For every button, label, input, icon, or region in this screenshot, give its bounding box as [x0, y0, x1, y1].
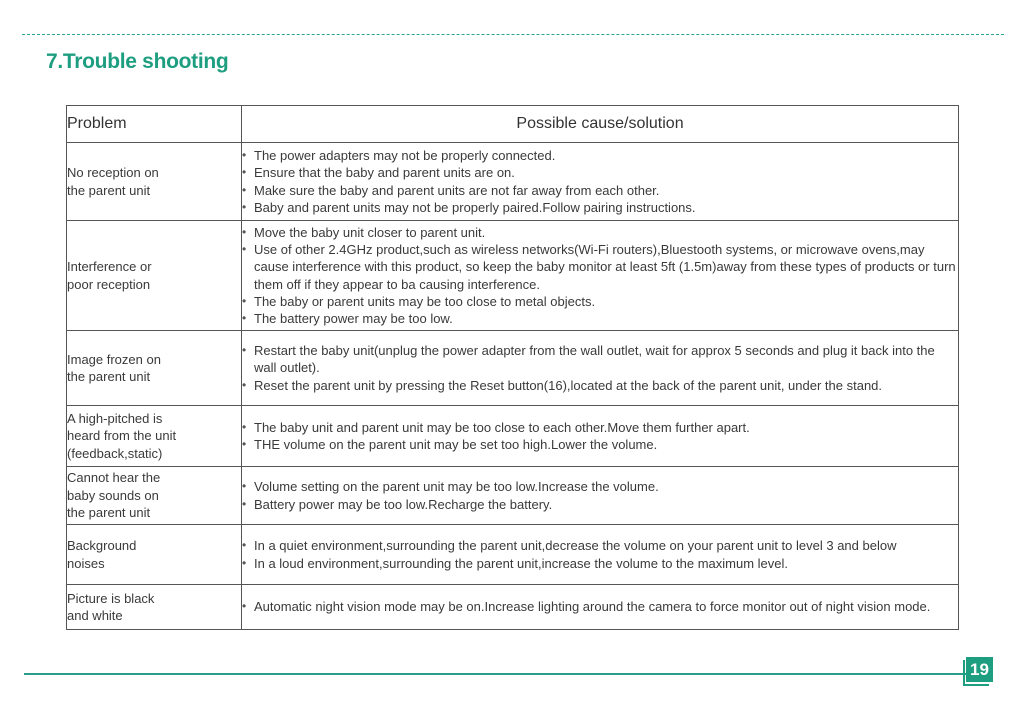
solution-cell — [242, 585, 959, 630]
solution-item: • Move the baby unit closer to parent unit. — [242, 224, 958, 241]
problem-line: Interference or — [67, 259, 152, 274]
solution-cell — [242, 331, 959, 406]
solution-cell — [242, 221, 959, 331]
table-header-row — [67, 106, 959, 143]
problem-line: Picture is black — [67, 590, 155, 606]
table-row — [67, 585, 959, 630]
problem-line: Image frozen on — [67, 351, 161, 367]
solution-item: • In a quiet environment,surrounding the parent unit,decrease the volume on your parent unit to level 3 and below — [242, 537, 958, 554]
problem-cell — [67, 221, 242, 331]
table-row — [67, 143, 959, 221]
problem-line: the parent unit — [67, 505, 151, 521]
problem-line: baby sounds on — [67, 487, 159, 503]
problem-line: Background — [67, 538, 137, 553]
problem-line: No reception on — [67, 165, 159, 180]
solution-item: • Baby and parent units may not be properly paired.Follow pairing instructions. — [242, 199, 958, 216]
solution-list — [242, 224, 958, 328]
solution-cell — [242, 525, 959, 585]
solution-item: • The baby or parent units may be too close to metal objects. — [242, 293, 958, 310]
problem-cell — [67, 143, 242, 221]
solution-item: • Use of other 2.4GHz product,such as wireless networks(Wi-Fi routers),Bluestooth systems, or microwave ovens,may cause interference with this product, so keep the baby monitor at least 5ft (1.5m)away from these types of products or turn them off if they appear to ba causing interference. — [242, 241, 958, 293]
solution-cell — [242, 406, 959, 467]
solution-item: • Battery power may be too low.Recharge the battery. — [242, 496, 958, 513]
problem-cell — [67, 585, 242, 630]
solution-cell — [242, 467, 959, 525]
problem-cell — [67, 525, 242, 585]
problem-line: poor reception — [67, 276, 151, 292]
page-number-badge — [966, 657, 994, 685]
table-row — [67, 467, 959, 525]
solution-item: • Ensure that the baby and parent units are on. — [242, 164, 958, 181]
solution-cell — [242, 143, 959, 221]
solution-list — [242, 598, 958, 615]
problem-cell — [67, 406, 242, 467]
top-dashed-divider — [22, 34, 1004, 35]
table-row — [67, 221, 959, 331]
problem-cell — [67, 467, 242, 525]
solution-item: • Reset the parent unit by pressing the Reset button(16),located at the back of the parent unit, under the stand. — [242, 377, 958, 394]
footer-divider — [24, 673, 966, 675]
solution-list — [242, 478, 958, 513]
solution-list — [242, 147, 958, 216]
problem-line: the parent unit — [67, 369, 151, 384]
problem-line: and white — [67, 608, 123, 623]
problem-line: the parent unit — [67, 182, 151, 198]
header-solution: Possible cause/solution — [242, 106, 959, 143]
problem-line: noises — [67, 555, 105, 571]
problem-line: (feedback,static) — [67, 445, 163, 461]
problem-cell — [67, 331, 242, 406]
solution-item: • The baby unit and parent unit may be too close to each other.Move them further apart. — [242, 419, 958, 436]
solution-list — [242, 419, 958, 454]
page-number: 19 — [966, 657, 993, 682]
section-title: 7.Trouble shooting — [46, 50, 229, 73]
solution-item: • The power adapters may not be properly connected. — [242, 147, 958, 164]
problem-line: Cannot hear the — [67, 470, 161, 486]
problem-line: heard from the unit — [67, 428, 177, 444]
table-row — [67, 406, 959, 467]
header-problem: Problem — [67, 106, 242, 143]
solution-item: • In a loud environment,surrounding the parent unit,increase the volume to the maximum level. — [242, 555, 958, 572]
solution-list — [242, 342, 958, 394]
troubleshooting-table — [66, 105, 959, 630]
solution-item: • The battery power may be too low. — [242, 310, 958, 327]
solution-item: • Volume setting on the parent unit may be too low.Increase the volume. — [242, 478, 958, 495]
solution-item: • Make sure the baby and parent units are not far away from each other. — [242, 182, 958, 199]
table-row — [67, 525, 959, 585]
table-row — [67, 331, 959, 406]
problem-line: A high-pitched is — [67, 410, 163, 426]
solution-item: • Restart the baby unit(unplug the power adapter from the wall outlet, wait for approx 5 seconds and plug it back into the wall outlet). — [242, 342, 958, 377]
solution-list — [242, 537, 958, 572]
solution-item: • THE volume on the parent unit may be set too high.Lower the volume. — [242, 436, 958, 453]
solution-item: • Automatic night vision mode may be on.Increase lighting around the camera to force monitor out of night vision mode. — [242, 598, 958, 615]
